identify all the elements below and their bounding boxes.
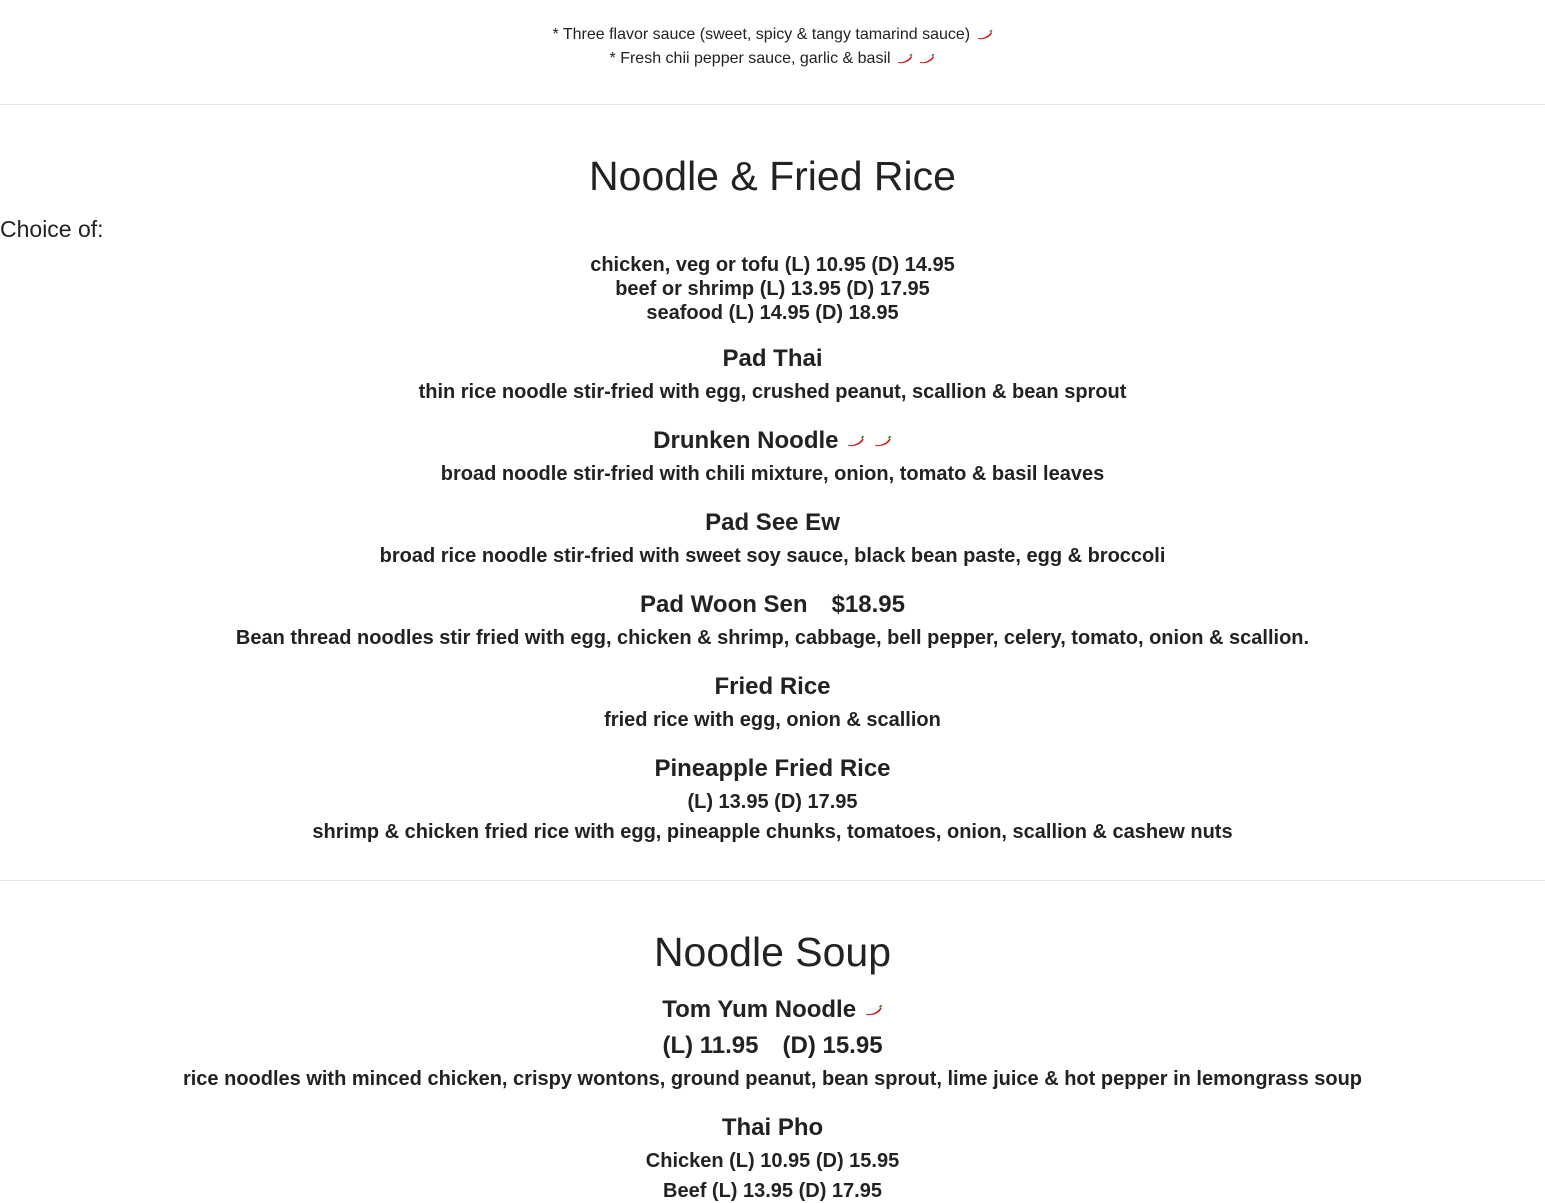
menu-item-name (0, 996, 1545, 1024)
menu-item-price: $18.95 (831, 591, 905, 618)
menu-item-desc: thin rice noodle stir-fried with egg, crushed peanut, scallion & bean sprout (418, 381, 1127, 403)
choice-price-line: seafood (L) 14.95 (D) 18.95 (646, 302, 899, 324)
sauce-option (0, 50, 1545, 68)
chili-pepper-icon (977, 30, 993, 40)
chili-pepper-icon (847, 436, 865, 447)
sauce-option (0, 26, 1545, 44)
menu-item-desc: Bean thread noodles stir fried with egg, chicken & shrimp, cabbage, bell pepper, celery, tomato, onion & scallion. (235, 627, 1310, 649)
menu-item-name: Pad See Ew (705, 509, 840, 536)
menu-item-price: Chicken (L) 10.95 (D) 15.95 (645, 1150, 900, 1172)
chili-pepper-icon (865, 1005, 883, 1016)
choice-price-line: beef or shrimp (L) 13.95 (D) 17.95 (615, 278, 930, 300)
menu-item-desc: shrimp & chicken fried rice with egg, pineapple chunks, tomatoes, onion, scallion & cashew nuts (312, 821, 1233, 843)
menu-item-name-text: Tom Yum Noodle (662, 996, 857, 1023)
menu-item-name: Pad Thai (722, 345, 823, 372)
menu-item-name (0, 427, 1545, 455)
menu-item-desc: broad noodle stir-fried with chili mixture, onion, tomato & basil leaves (440, 463, 1105, 485)
choice-label: Choice of: (0, 216, 104, 242)
menu-item-price: (L) 13.95 (D) 17.95 (687, 791, 858, 813)
choice-price-line: chicken, veg or tofu (L) 10.95 (D) 14.95 (590, 254, 955, 276)
menu-item-name: Pineapple Fried Rice (654, 755, 891, 782)
menu-item-name-text: Drunken Noodle (653, 427, 839, 454)
menu-item-name: Fried Rice (714, 673, 831, 700)
section-divider (0, 880, 1545, 881)
section-title-noodle-fried-rice: Noodle & Fried Rice (589, 153, 956, 199)
sauce-text: * Fresh chii pepper sauce, garlic & basil (609, 50, 891, 67)
section-divider (0, 104, 1545, 105)
menu-item-name (0, 591, 1545, 619)
price-lunch: (L) 11.95 (662, 1032, 759, 1059)
chili-pepper-icon (919, 54, 935, 64)
menu-item-price (0, 1032, 1545, 1060)
menu-item-name-text: Pad Woon Sen (640, 591, 808, 618)
sauce-text: * Three flavor sauce (sweet, spicy & tangy tamarind sauce) (552, 26, 971, 43)
cut-off-text (0, 0, 1545, 2)
chili-pepper-icon (897, 54, 913, 64)
menu-item-desc: rice noodles with minced chicken, crispy wontons, ground peanut, bean sprout, lime juice & hot pepper in lemongrass soup (182, 1068, 1363, 1090)
price-dinner: (D) 15.95 (782, 1032, 883, 1059)
menu-item-name: Thai Pho (721, 1114, 824, 1141)
chili-pepper-icon (874, 436, 892, 447)
menu-item-desc: fried rice with egg, onion & scallion (604, 709, 941, 731)
menu-item-price: Beef (L) 13.95 (D) 17.95 (663, 1180, 882, 1202)
menu-item-desc: broad rice noodle stir-fried with sweet soy sauce, black bean paste, egg & broccoli (379, 545, 1166, 567)
section-title-noodle-soup: Noodle Soup (653, 929, 892, 975)
